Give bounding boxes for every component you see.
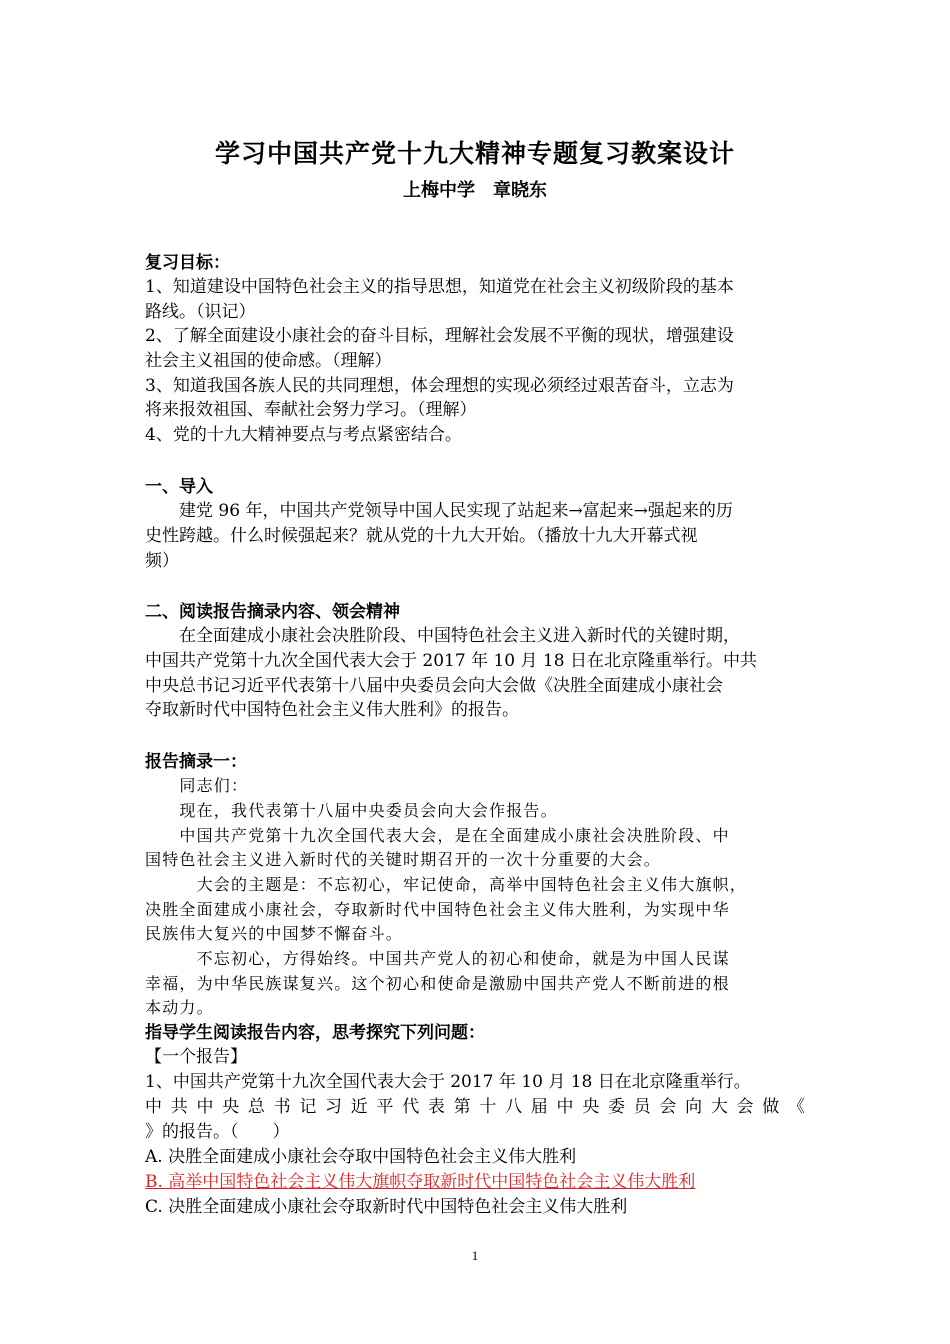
page-number: 1: [471, 1248, 479, 1263]
document-title: 学习中国共产党十九大精神专题复习教案设计: [214, 139, 735, 168]
section2-line: 在全面建成小康社会决胜阶段、中国特色社会主义进入新时代的关键时期，: [145, 626, 740, 646]
option-b-answer: B. 高举中国特色社会主义伟大旗帜夺取新时代中国特色社会主义伟大胜利: [145, 1172, 696, 1192]
excerpt-line: 大会的主题是：不忘初心，牢记使命，高举中国特色社会主义伟大旗帜，: [145, 875, 748, 894]
excerpt-line: 中国共产党第十九次全国代表大会，是在全面建成小康社会决胜阶段、中: [145, 826, 730, 845]
excerpt-line: 国特色社会主义进入新时代的关键时期召开的一次十分重要的大会。: [145, 850, 662, 869]
question-line: 中共中央总书记习近平代表第十八届中央委员会向大会做《: [145, 1097, 805, 1117]
objective-line: 4、党的十九大精神要点与考点紧密结合。: [145, 425, 462, 445]
excerpt-line: 同志们：: [145, 776, 249, 795]
question-line: 1、中国共产党第十九次全国代表大会于 2017 年 10 月 18 日在北京隆重举行。: [145, 1072, 751, 1092]
objective-line: 1、知道建设中国特色社会主义的指导思想，知道党在社会主义初级阶段的基本: [145, 277, 734, 297]
objective-line: 将来报效祖国、奉献社会努力学习。（理解）: [145, 400, 477, 420]
objective-line: 2、了解全面建设小康社会的奋斗目标，理解社会发展不平衡的现状，增强建设: [145, 326, 734, 346]
objective-line: 路线。（识记）: [145, 302, 256, 322]
section2-line: 中央总书记习近平代表第十八届中央委员会向大会做《决胜全面建成小康社会: [145, 676, 723, 696]
excerpt-heading: 报告摘录一：: [145, 752, 247, 772]
excerpt-line: 决胜全面建成小康社会，夺取新时代中国特色社会主义伟大胜利，为实现中华: [145, 900, 730, 919]
objectives-heading: 复习目标：: [145, 253, 230, 273]
section1-heading: 一、导入: [145, 477, 213, 497]
section1-line: 频）: [145, 551, 179, 571]
section1-line: 史性跨越。什么时候强起来？就从党的十九大开始。（播放十九大开幕式视: [145, 526, 698, 546]
objective-line: 3、知道我国各族人民的共同理想，体会理想的实现必须经过艰苦奋斗，立志为: [145, 376, 734, 396]
guide-heading: 指导学生阅读报告内容，思考探究下列问题：: [145, 1023, 485, 1043]
excerpt-line: 幸福，为中华民族谋复兴。这个初心和使命是激励中国共产党人不断前进的根: [145, 974, 730, 993]
objective-line: 社会主义祖国的使命感。（理解）: [145, 351, 392, 371]
excerpt-line: 民族伟大复兴的中国梦不懈奋斗。: [145, 924, 404, 943]
section1-line: 建党 96 年，中国共产党领导中国人民实现了站起来→富起来→强起来的历: [145, 501, 733, 521]
option-a: A. 决胜全面建成小康社会夺取中国特色社会主义伟大胜利: [145, 1147, 577, 1167]
section2-line: 中国共产党第十九次全国代表大会于 2017 年 10 月 18 日在北京隆重举行。中共: [145, 651, 757, 671]
guide-subheading: 【一个报告】: [145, 1047, 247, 1067]
excerpt-line: 现在，我代表第十八届中央委员会向大会作报告。: [145, 801, 558, 820]
option-c: C. 决胜全面建成小康社会夺取新时代中国特色社会主义伟大胜利: [145, 1197, 628, 1217]
question-line: 》的报告。（ ）: [145, 1122, 290, 1142]
excerpt-line: 本动力。: [145, 998, 214, 1017]
section2-line: 夺取新时代中国特色社会主义伟大胜利》的报告。: [145, 700, 519, 720]
excerpt-line: 不忘初心，方得始终。中国共产党人的初心和使命，就是为中国人民谋: [145, 949, 730, 968]
document-author: 上梅中学 章晓东: [403, 180, 547, 201]
section2-heading: 二、阅读报告摘录内容、领会精神: [145, 602, 400, 622]
